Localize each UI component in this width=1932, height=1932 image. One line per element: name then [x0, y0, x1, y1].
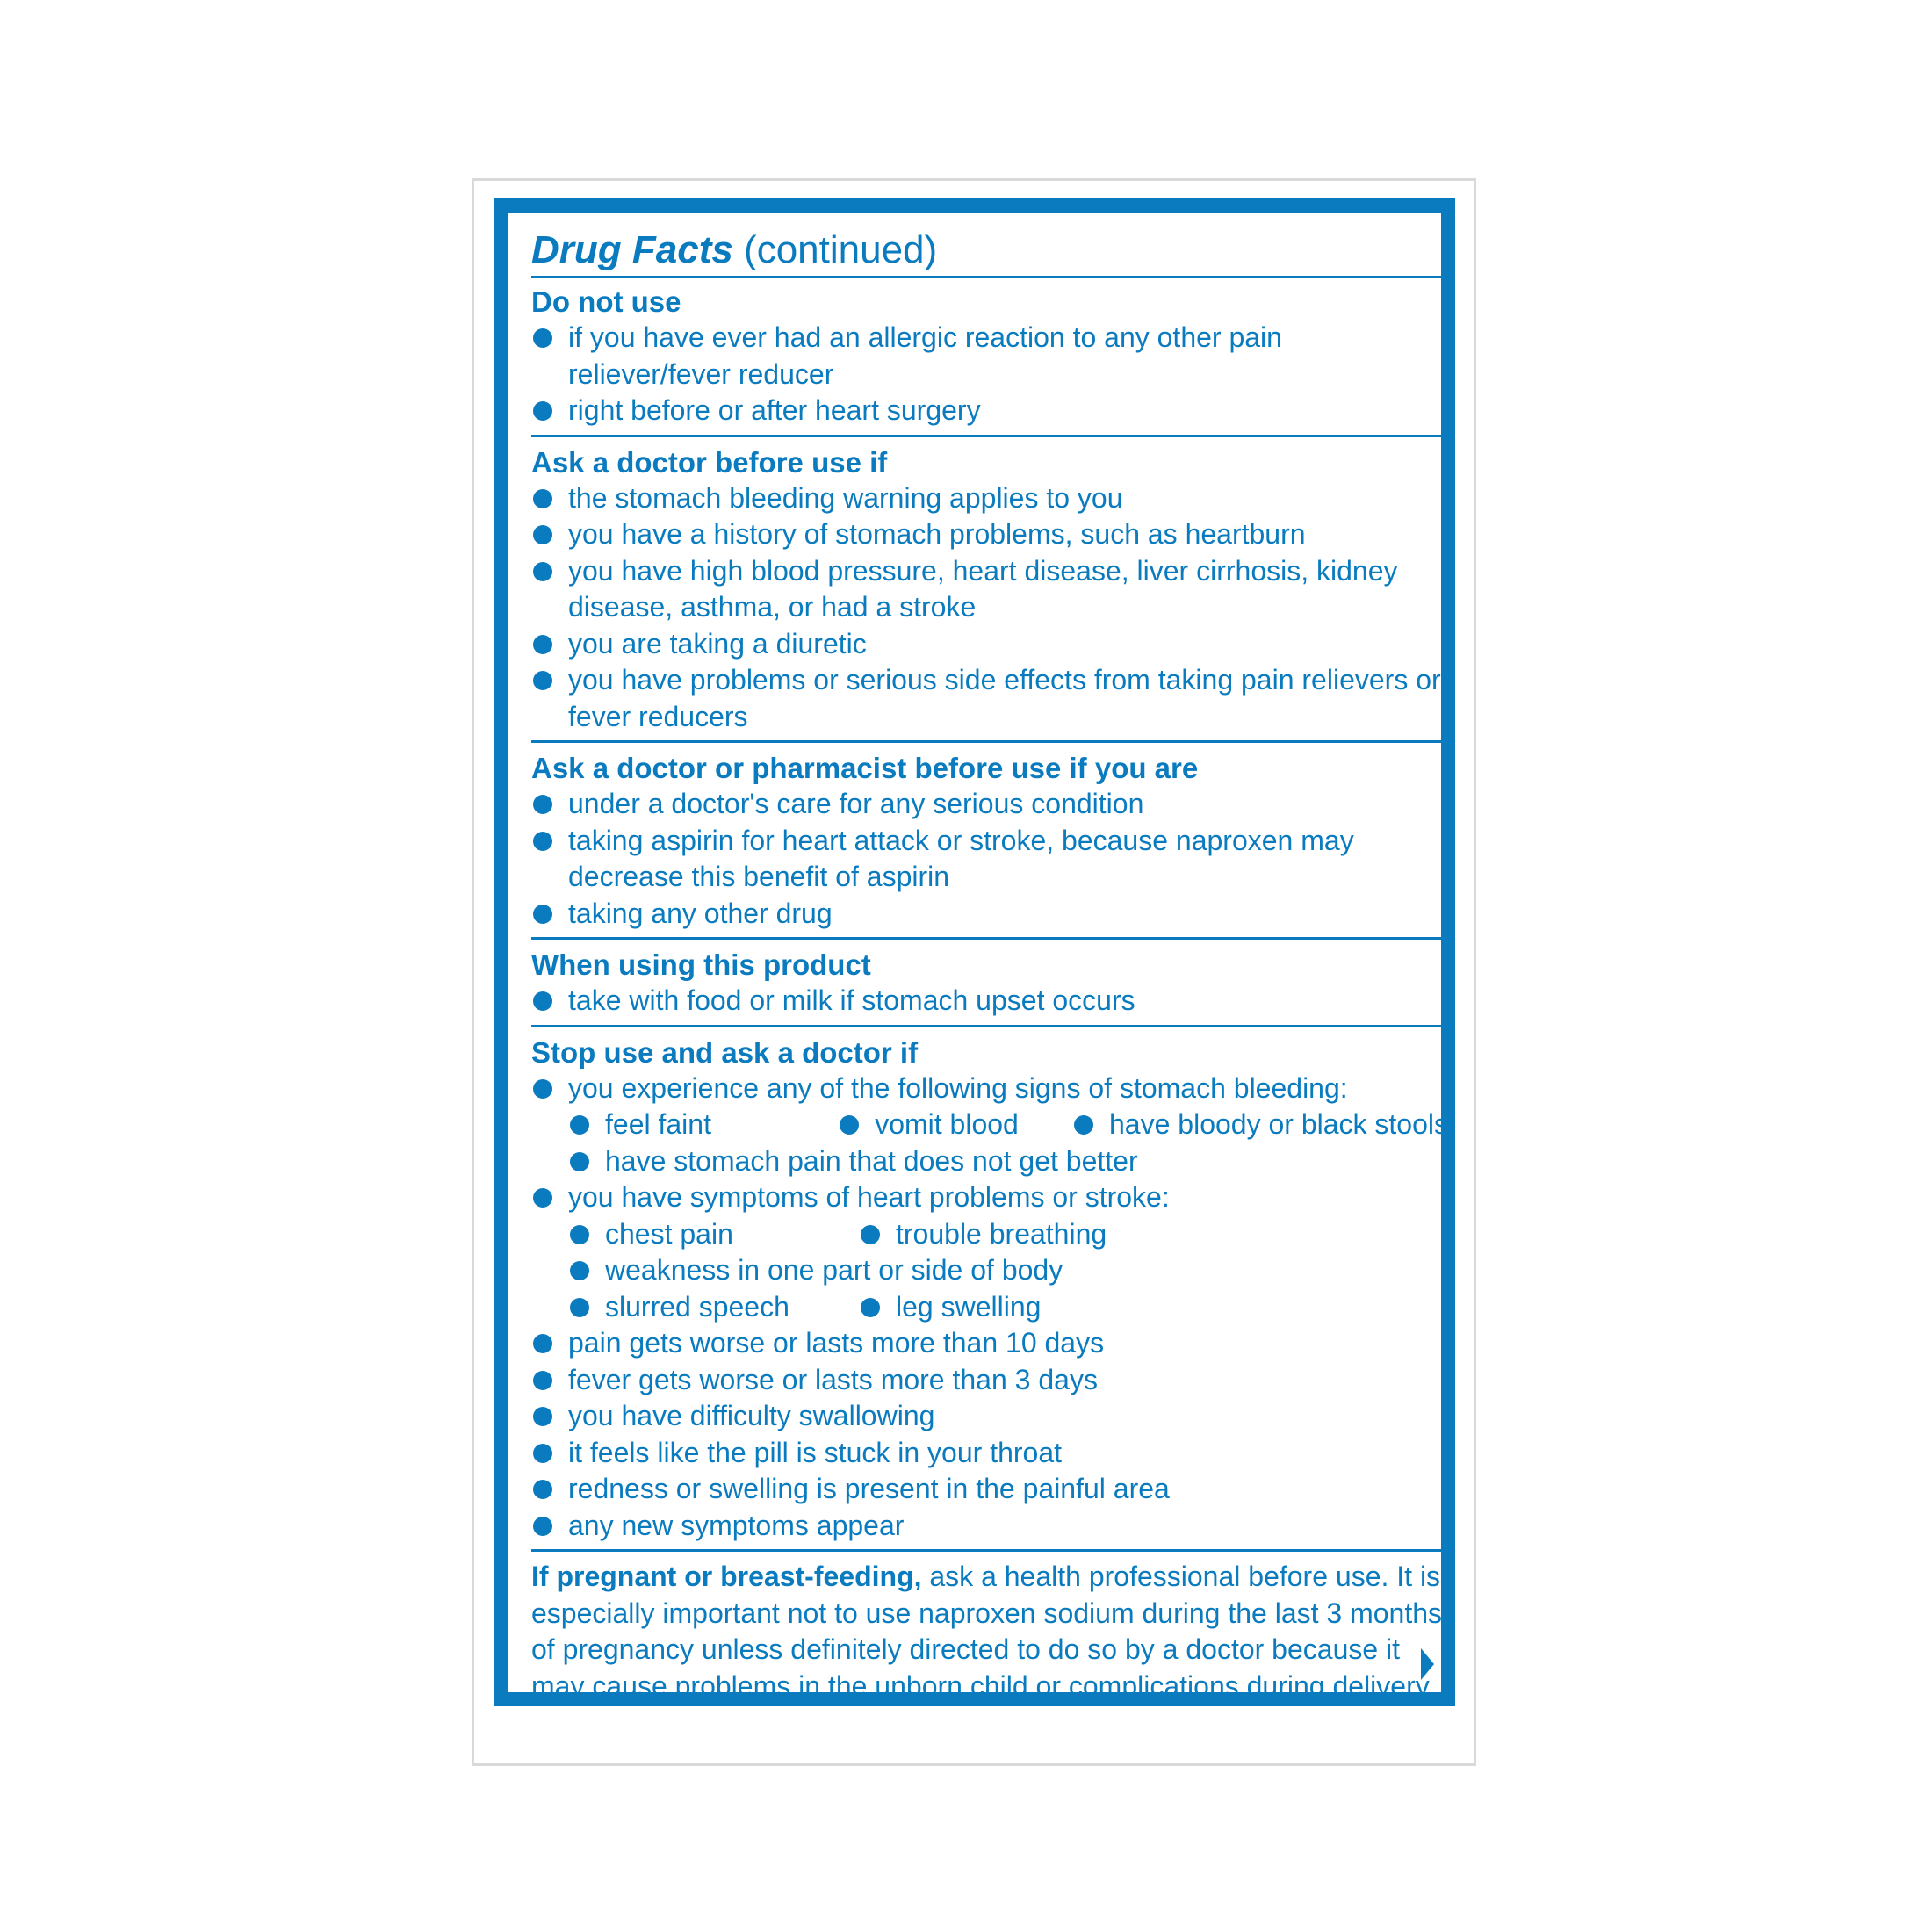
list-item: [531, 896, 1448, 933]
list-item: [531, 626, 1448, 663]
bullet-icon: [861, 1298, 880, 1317]
sub-list-row: [531, 1216, 1448, 1253]
list-item: [531, 1471, 1448, 1508]
sub-item-text: weakness in one part or side of body: [605, 1254, 1063, 1286]
item-text: under a doctor's care for any serious condition: [568, 788, 1144, 819]
sub-item: [568, 1216, 859, 1253]
sub-item-text: have stomach pain that does not get better: [605, 1144, 1138, 1177]
bullet-icon: [533, 1480, 552, 1499]
pregnancy-section: [531, 1559, 1448, 1710]
list-item: [531, 320, 1448, 393]
drug-facts-panel: [494, 198, 1455, 1706]
item-text: you have high blood pressure, heart disease, liver cirrhosis, kidney disease, asthma, or had a stroke: [568, 554, 1398, 623]
section-heading: Stop use and ask a doctor if: [531, 1035, 919, 1069]
drug-facts-title: [531, 225, 1448, 278]
sub-item: [568, 1289, 859, 1326]
item-text: you have a history of stomach problems, such as heartburn: [568, 518, 1306, 550]
sub-item-text: vomit blood: [875, 1108, 1019, 1140]
item-text: fever gets worse or lasts more than 3 days: [568, 1363, 1098, 1395]
drug-facts-content: [531, 225, 1448, 1710]
list-item: [531, 1508, 1448, 1545]
bullet-icon: [533, 1334, 552, 1353]
sub-item-text: have bloody or black stools: [1109, 1108, 1448, 1140]
sub-item: [838, 1107, 1072, 1143]
bullet-icon: [533, 401, 552, 421]
bullet-icon: [861, 1225, 880, 1244]
item-text: right before or after heart surgery: [568, 394, 981, 426]
section-heading: Ask a doctor or pharmacist before use if you are: [531, 752, 1199, 784]
bullet-icon: [533, 489, 552, 508]
sub-item-text: slurred speech: [605, 1290, 789, 1323]
sub-list-row: [531, 1252, 1448, 1289]
sub-item: [1072, 1107, 1448, 1143]
sub-item: [568, 1107, 838, 1143]
do-not-use-section: [531, 284, 1448, 437]
item-text: you have problems or serious side effects from taking pain relievers or fever reducers: [568, 664, 1441, 732]
pregnancy-lead: If pregnant or breast-feeding,: [531, 1561, 922, 1592]
when-using-section: [531, 947, 1448, 1027]
bullet-icon: [533, 795, 552, 814]
list-item: [531, 983, 1448, 1020]
list-item: [531, 480, 1448, 517]
bullet-icon: [533, 671, 552, 690]
list-item: [531, 1398, 1448, 1435]
ask-pharmacist-section: [531, 750, 1448, 940]
item-text: if you have ever had an allergic reaction to any other pain reliever/fever reducer: [568, 321, 1282, 390]
bullet-icon: [533, 1407, 552, 1426]
sub-item-text: leg swelling: [896, 1290, 1042, 1323]
item-text: you have symptoms of heart problems or stroke:: [568, 1181, 1170, 1213]
bullet-icon: [533, 562, 552, 581]
title-continued: (continued): [732, 228, 938, 271]
sub-item: [568, 1143, 1138, 1180]
list-item: [531, 1179, 1448, 1216]
sub-list-row: [531, 1107, 1448, 1143]
item-text: you have difficulty swallowing: [568, 1400, 935, 1431]
bullet-icon: [533, 525, 552, 544]
item-text: pain gets worse or lasts more than 10 days: [568, 1327, 1105, 1359]
sub-item: [568, 1252, 1063, 1289]
list-item: [531, 823, 1448, 896]
list-item: [531, 393, 1448, 429]
bullet-icon: [570, 1261, 589, 1280]
sub-item: [859, 1216, 1107, 1253]
item-text: the stomach bleeding warning applies to you: [568, 481, 1123, 514]
title-strong: Drug Facts: [531, 228, 733, 271]
continue-arrow-icon: [1421, 1648, 1434, 1680]
item-text: taking aspirin for heart attack or stroke, because naproxen may decrease this benefit of aspirin: [568, 824, 1354, 892]
bullet-icon: [533, 1188, 552, 1208]
list-item: [531, 662, 1448, 735]
list-item: [531, 1325, 1448, 1362]
pregnancy-warning: [531, 1559, 1448, 1705]
bullet-icon: [570, 1298, 589, 1317]
sub-list-row: [531, 1143, 1448, 1180]
item-text: take with food or milk if stomach upset occurs: [568, 984, 1135, 1016]
bullet-icon: [533, 635, 552, 654]
sub-item: [859, 1289, 1041, 1326]
bullet-icon: [570, 1225, 589, 1244]
stop-use-section: [531, 1034, 1448, 1553]
section-heading: Do not use: [531, 285, 681, 318]
item-text: taking any other drug: [568, 897, 833, 929]
bullet-icon: [1074, 1115, 1093, 1135]
item-text: redness or swelling is present in the painful area: [568, 1473, 1170, 1504]
bullet-icon: [533, 1371, 552, 1390]
bullet-icon: [533, 1079, 552, 1099]
list-item: [531, 553, 1448, 626]
bullet-icon: [533, 1517, 552, 1536]
bullet-icon: [533, 1444, 552, 1463]
list-item: [531, 1362, 1448, 1399]
section-heading: When using this product: [531, 948, 871, 981]
list-item: [531, 516, 1448, 553]
bullet-icon: [533, 905, 552, 924]
sub-list-row: [531, 1289, 1448, 1326]
pregnancy-text: ask a health professional before use. It is especially important not to use naproxen sodium during the last 3 months of pregnancy unless definitely directed to do so by a doctor because it may cause problems in the unborn child or complications during delivery.: [531, 1561, 1443, 1702]
list-item: [531, 786, 1448, 823]
item-text: it feels like the pill is stuck in your throat: [568, 1436, 1063, 1468]
sub-item-text: chest pain: [605, 1217, 733, 1250]
item-text: any new symptoms appear: [568, 1509, 905, 1541]
bullet-icon: [570, 1115, 589, 1135]
bullet-icon: [533, 832, 552, 851]
item-text: you are taking a diuretic: [568, 627, 867, 660]
sub-item-text: feel faint: [605, 1108, 711, 1140]
item-text: you experience any of the following signs of stomach bleeding:: [568, 1071, 1348, 1104]
bullet-icon: [533, 328, 552, 348]
bullet-icon: [840, 1115, 859, 1135]
sub-item-text: trouble breathing: [896, 1217, 1107, 1250]
list-item: [531, 1435, 1448, 1472]
bullet-icon: [570, 1152, 589, 1171]
ask-doctor-section: [531, 444, 1448, 744]
section-heading: Ask a doctor before use if: [531, 445, 888, 479]
bullet-icon: [533, 991, 552, 1011]
list-item: [531, 1071, 1448, 1107]
